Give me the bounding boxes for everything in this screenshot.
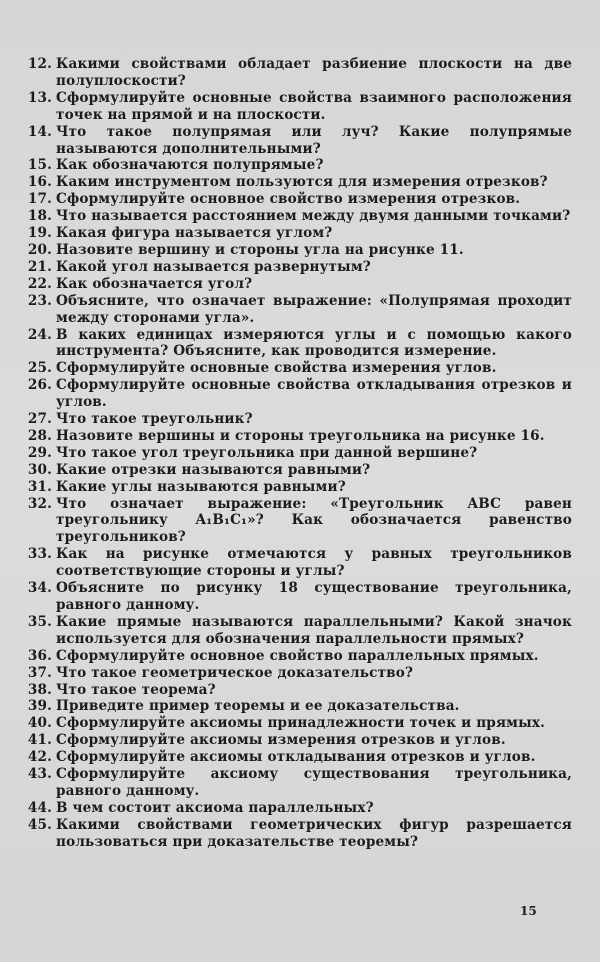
question-number: 44. [27,799,52,816]
question-number: 31. [27,478,52,495]
question-item [22,546,572,580]
question-number: 20. [27,241,52,258]
question-text: Как обозначаются полупрямые? [56,157,324,174]
question-text: Какими свойствами геометрических фигур разрешается пользоваться при доказательстве теоремы? [56,816,572,850]
question-item [22,766,572,800]
page-number: 15 [520,904,537,918]
question-text: Каким инструментом пользуются для измерения отрезков? [56,174,548,191]
question-item [22,377,572,411]
question-number: 39. [27,698,52,715]
question-text: Какие прямые называются параллельными? Какой значок используется для обозначения параллельности прямых? [56,613,572,647]
question-number: 35. [27,613,52,630]
question-item [22,665,572,682]
question-text: Какими свойствами обладает разбиение плоскости на две полуплоскости? [56,56,572,89]
question-number: 32. [27,495,52,512]
question-text: Что такое геометрическое доказательство? [56,664,414,681]
question-number: 34. [27,580,52,597]
question-text: Сформулируйте аксиомы измерения отрезков и углов. [56,732,506,749]
question-number: 26. [27,377,52,394]
question-item [22,276,572,293]
question-text: Какие углы называются равными? [56,478,346,495]
question-text: Какая фигура называется углом? [56,225,333,242]
question-item [22,327,572,361]
question-item [22,682,572,699]
question-number: 23. [27,292,52,309]
question-item [22,715,572,732]
question-text: Сформулируйте аксиомы принадлежности точек и прямых. [56,715,546,732]
question-item [22,445,572,462]
question-number: 41. [27,732,52,749]
question-text: Сформулируйте аксиому существования треугольника, равного данному. [56,766,572,799]
question-text: Сформулируйте основные свойства взаимного расположения точек на прямой и на плоскости. [56,89,572,123]
question-number: 42. [27,749,52,766]
question-text: Что такое треугольник? [56,411,253,428]
question-item [22,293,572,327]
question-item [22,428,572,445]
question-item [22,698,572,715]
question-text: Что называется расстоянием между двумя данными точками? [56,208,571,225]
question-text: Как на рисунке отмечаются у равных треугольников соответствующие стороны и углы? [56,546,572,580]
question-number: 40. [27,715,52,732]
question-text: Объясните по рисунку 18 существование треугольника, равного данному. [56,580,572,613]
question-number: 21. [27,258,52,275]
question-text: В каких единицах измеряются углы и с помощью какого инструмента? Объясните, как проводится измерение. [56,326,572,360]
question-text: Сформулируйте основное свойство параллельных прямых. [56,647,539,664]
question-number: 15. [27,157,52,174]
question-text: Какой угол называется развернутым? [56,258,371,275]
question-item [22,479,572,496]
question-number: 25. [27,360,52,377]
question-item [22,90,572,124]
question-item [22,191,572,208]
question-item [22,56,572,90]
question-item [22,648,572,665]
question-text: Сформулируйте основные свойства откладывания отрезков и углов. [56,377,572,411]
question-number: 12. [27,56,52,72]
question-list [22,56,572,851]
question-number: 33. [27,546,52,563]
question-item [22,124,572,158]
question-number: 38. [27,681,52,698]
question-item [22,411,572,428]
question-number: 24. [27,326,52,343]
question-item [22,208,572,225]
question-number: 43. [27,766,52,783]
question-text: Сформулируйте основные свойства измерения углов. [56,360,497,377]
question-item [22,732,572,749]
question-text: В чем состоит аксиома параллельных? [56,799,374,816]
question-text: Что такое теорема? [56,681,216,698]
question-item [22,174,572,191]
question-item [22,225,572,242]
question-text: Назовите вершины и стороны треугольника на рисунке 16. [56,427,545,444]
question-text: Сформулируйте основное свойство измерения отрезков. [56,191,521,208]
question-number: 17. [27,191,52,208]
question-item [22,462,572,479]
question-item [22,242,572,259]
question-item [22,580,572,614]
question-number: 18. [27,208,52,225]
question-item [22,157,572,174]
question-number: 19. [27,225,52,242]
question-item [22,496,572,547]
question-number: 13. [27,89,52,106]
question-text: Как обозначается угол? [56,275,253,292]
question-text: Объясните, что означает выражение: «Полупрямая проходит между сторонами угла». [56,292,572,326]
question-item [22,360,572,377]
question-item [22,800,572,817]
question-number: 29. [27,444,52,461]
question-number: 16. [27,174,52,191]
question-text: Приведите пример теоремы и ее доказательства. [56,698,460,715]
question-number: 30. [27,461,52,478]
question-number: 36. [27,647,52,664]
question-text: Сформулируйте аксиомы откладывания отрезков и углов. [56,749,536,766]
question-number: 28. [27,427,52,444]
question-number: 14. [27,123,52,140]
question-text: Что означает выражение: «Треугольник ABC равен треугольнику A₁B₁C₁»? Как обозначается равенство треугольников? [56,495,572,546]
question-number: 22. [27,275,52,292]
question-number: 37. [27,664,52,681]
question-number: 45. [27,816,52,833]
question-item [22,817,572,851]
question-item [22,749,572,766]
question-text: Какие отрезки называются равными? [56,461,371,478]
question-text: Назовите вершину и стороны угла на рисунке 11. [56,241,464,258]
question-item [22,259,572,276]
question-text: Что такое полупрямая или луч? Какие полупрямые называются дополнительными? [56,123,572,157]
question-text: Что такое угол треугольника при данной вершине? [56,444,478,461]
question-number: 27. [27,411,52,428]
question-item [22,614,572,648]
